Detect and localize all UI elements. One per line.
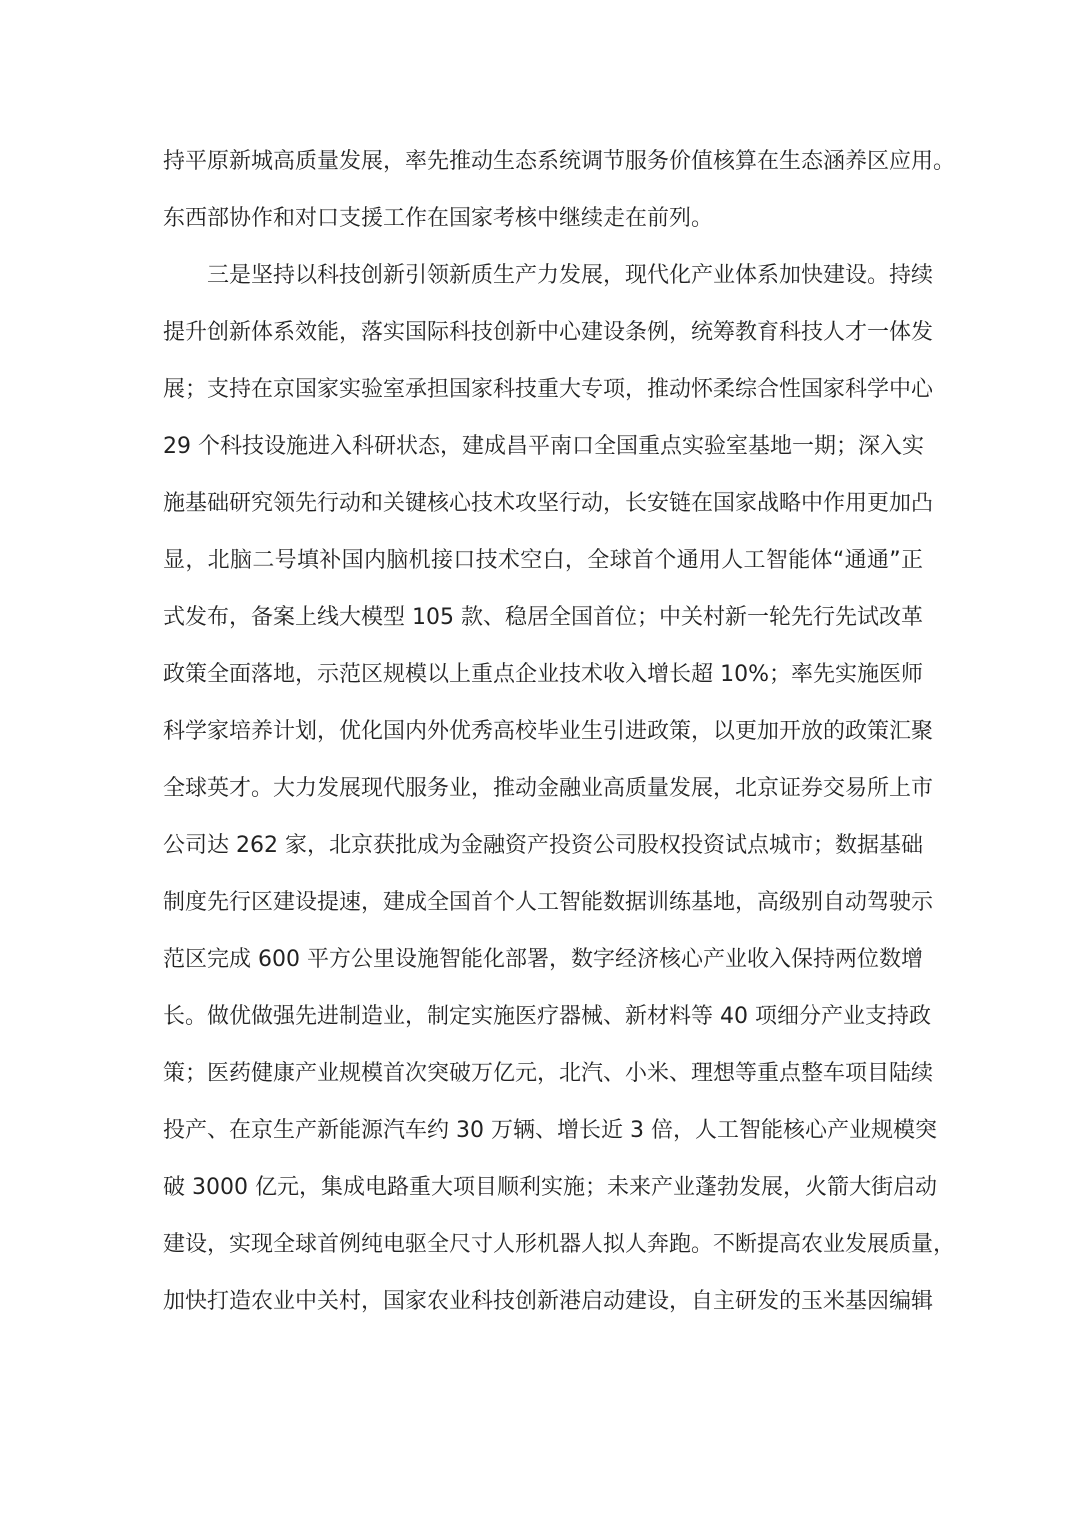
text-line: 公司达 262 家，北京获批成为金融资产投资公司股权投资试点城市；数据基础: [163, 833, 923, 858]
text-line: 29 个科技设施进入科研状态，建成昌平南口全国重点实验室基地一期；深入实: [163, 434, 924, 459]
text-line: 政策全面落地，示范区规模以上重点企业技术收入增长超 10%；率先实施医师: [163, 662, 923, 687]
text-line: 破 3000 亿元，集成电路重大项目顺利实施；未来产业蓬勃发展，火箭大街启动: [163, 1175, 937, 1200]
text-line: 展；支持在京国家实验室承担国家科技重大专项，推动怀柔综合性国家科学中心: [163, 377, 934, 402]
text-line: 制度先行区建设提速，建成全国首个人工智能数据训练基地，高级别自动驾驶示: [163, 890, 934, 915]
text-line: 加快打造农业中关村，国家农业科技创新港启动建设，自主研发的玉米基因编辑: [163, 1289, 934, 1314]
text-line: 科学家培养计划，优化国内外优秀高校毕业生引进政策，以更加开放的政策汇聚: [163, 719, 934, 744]
text-line: 范区完成 600 平方公里设施智能化部署，数字经济核心产业收入保持两位数增: [163, 947, 923, 972]
text-line: 显，北脑二号填补国内脑机接口技术空白，全球首个通用人工智能体“通通”正: [163, 548, 923, 573]
text-line: 长。做优做强先进制造业，制定实施医疗器械、新材料等 40 项细分产业支持政: [163, 1004, 931, 1029]
text-line: 提升创新体系效能，落实国际科技创新中心建设条例，统筹教育科技人才一体发: [163, 320, 934, 345]
text-line: 东西部协作和对口支援工作在国家考核中继续走在前列。: [163, 206, 714, 231]
text-line: 全球英才。大力发展现代服务业，推动金融业高质量发展，北京证券交易所上市: [163, 776, 934, 801]
text-line: 策；医药健康产业规模首次突破万亿元，北汽、小米、理想等重点整车项目陆续: [163, 1061, 934, 1086]
text-line: 持平原新城高质量发展，率先推动生态系统调节服务价值核算在生态涵养区应用。: [163, 149, 956, 174]
text-line: 建设，实现全球首例纯电驱全尺寸人形机器人拟人奔跑。不断提高农业发展质量，: [163, 1232, 956, 1257]
text-line: 式发布，备案上线大模型 105 款、稳居全国首位；中关村新一轮先行先试改革: [163, 605, 923, 630]
paragraph-first-line: 三是坚持以科技创新引领新质生产力发展，现代化产业体系加快建设。持续: [207, 263, 934, 288]
text-line: 投产、在京生产新能源汽车约 30 万辆、增长近 3 倍，人工智能核心产业规模突: [163, 1118, 937, 1143]
text-line: 施基础研究领先行动和关键核心技术攻坚行动，长安链在国家战略中作用更加凸: [163, 491, 934, 516]
document-body: [163, 133, 956, 1330]
